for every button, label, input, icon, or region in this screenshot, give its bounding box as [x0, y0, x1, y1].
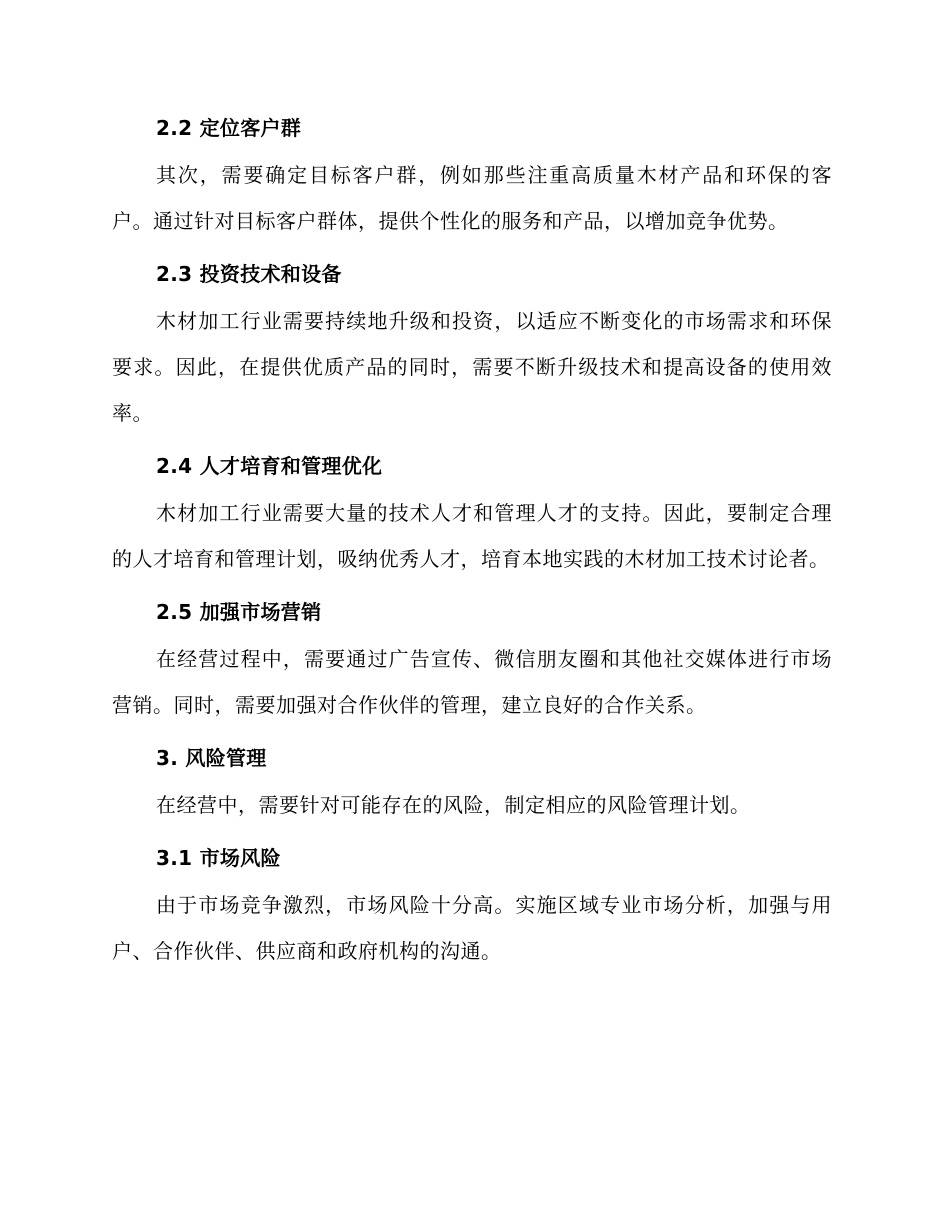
section-2-3: [112, 250, 832, 436]
section-paragraph: 其次，需要确定目标客户群，例如那些注重高质量木材产品和环保的客户。通过针对目标客户群体，提供个性化的服务和产品，以增加竞争优势。: [112, 163, 832, 233]
section-heading: 2.3 投资技术和设备: [156, 262, 342, 286]
section-3-1: [112, 834, 832, 974]
section-paragraph: 在经营过程中，需要通过广告宣传、微信朋友圈和其他社交媒体进行市场营销。同时，需要加强对合作伙伴的管理，建立良好的合作关系。: [112, 647, 832, 717]
section-paragraph: 由于市场竞争激烈，市场风险十分高。实施区域专业市场分析，加强与用户、合作伙伴、供应商和政府机构的沟通。: [112, 893, 832, 963]
section-heading: 2.2 定位客户群: [156, 116, 302, 140]
section-heading: 3. 风险管理: [156, 746, 267, 770]
section-heading: 3.1 市场风险: [156, 846, 281, 870]
document-page: [112, 104, 832, 980]
section-heading: 2.4 人才培育和管理优化: [156, 454, 383, 478]
section-3: [112, 734, 832, 828]
section-heading: 2.5 加强市场营销: [156, 600, 322, 624]
section-paragraph: 在经营中，需要针对可能存在的风险，制定相应的风险管理计划。: [156, 793, 751, 817]
section-2-2: [112, 104, 832, 244]
section-paragraph: 木材加工行业需要持续地升级和投资，以适应不断变化的市场需求和环保要求。因此，在提供优质产品的同时，需要不断升级技术和提高设备的使用效率。: [112, 309, 832, 425]
section-2-4: [112, 442, 832, 582]
section-paragraph: 木材加工行业需要大量的技术人才和管理人才的支持。因此，要制定合理的人才培育和管理计划，吸纳优秀人才，培育本地实践的木材加工技术讨论者。: [112, 501, 832, 571]
section-2-5: [112, 588, 832, 728]
